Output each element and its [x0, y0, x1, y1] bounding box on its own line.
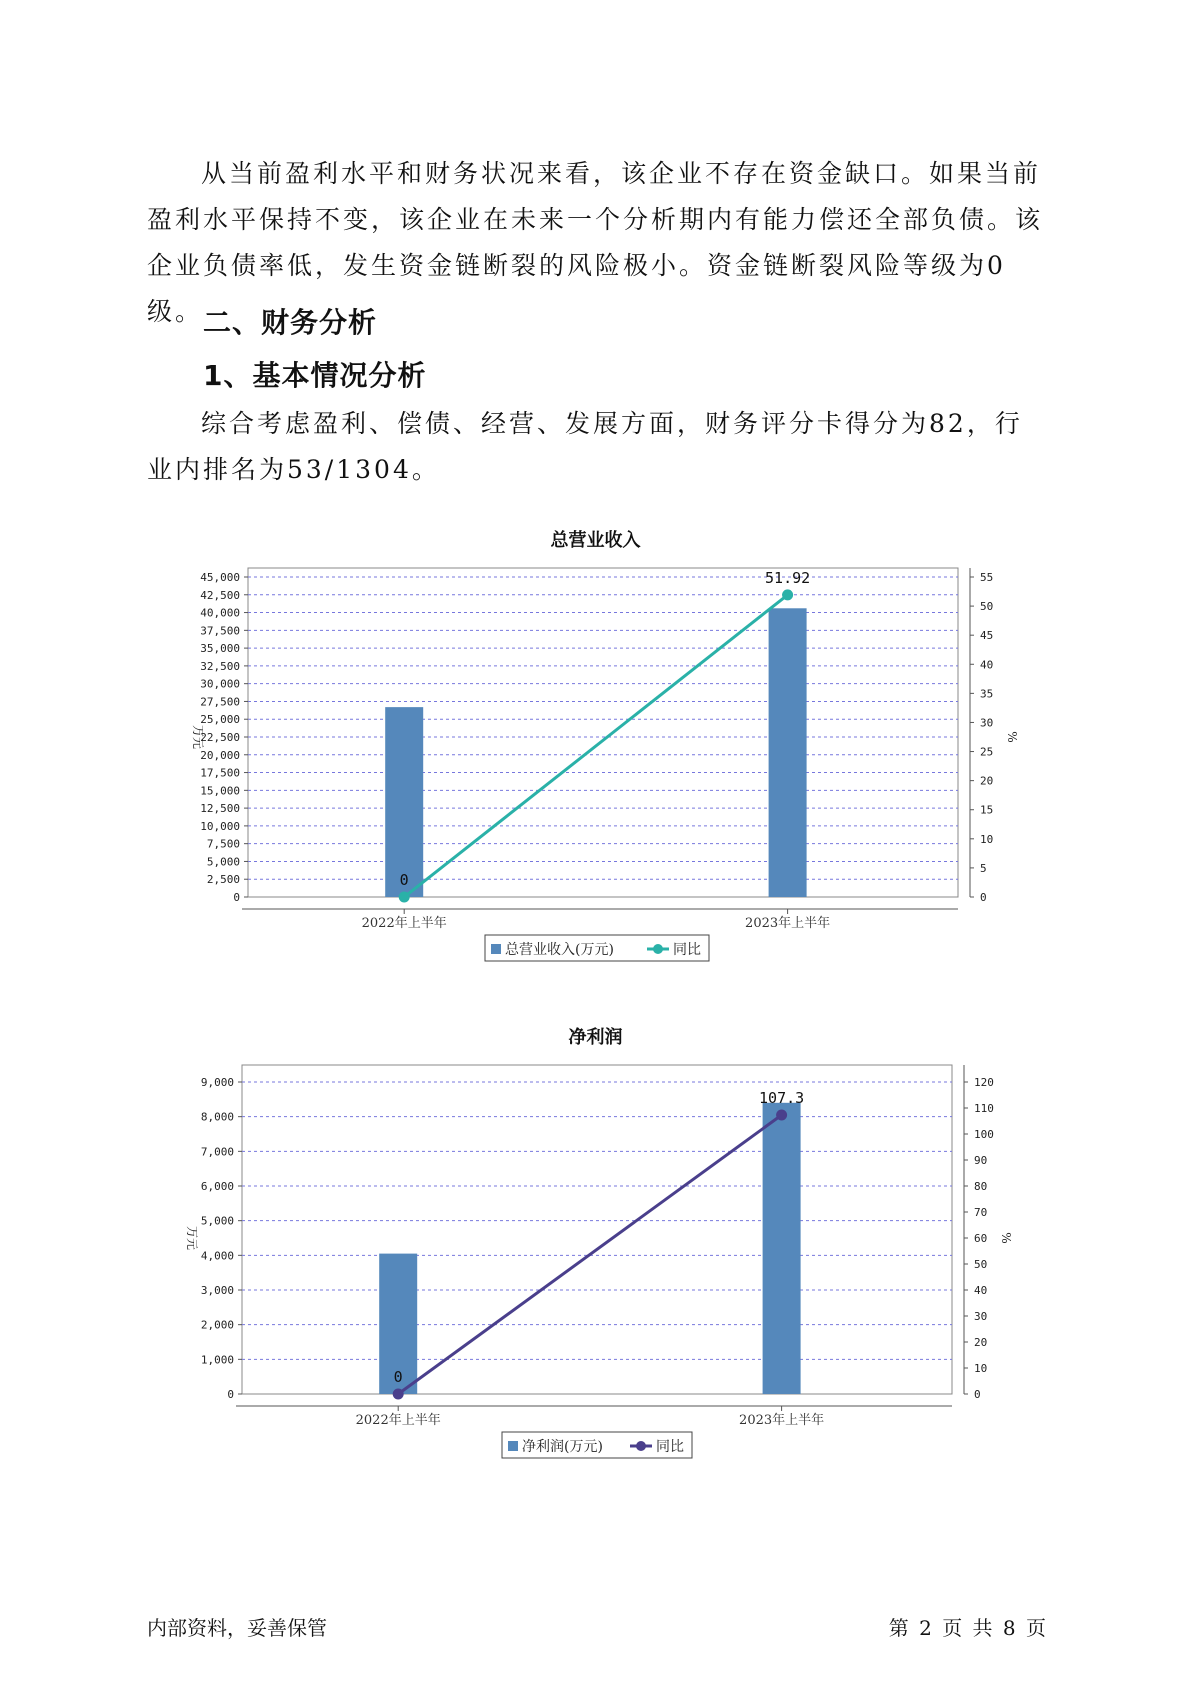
- y2-tick-label: 35: [980, 687, 994, 701]
- y2-tick-label: 40: [980, 658, 994, 672]
- y2-tick-label: 120: [974, 1076, 994, 1089]
- y-tick-label: 42,500: [200, 588, 240, 602]
- yoy-data-label: 107.3: [759, 1089, 805, 1108]
- y-tick-label: 22,500: [200, 731, 240, 744]
- y2-tick-label: 25: [980, 745, 994, 759]
- score-summary-paragraph: 综合考虑盈利、偿债、经营、发展方面，财务评分卡得分为82，行业内排名为53/1304。: [147, 409, 1023, 484]
- y2-tick-label: 90: [974, 1154, 988, 1167]
- y-tick-label: 20,000: [200, 748, 240, 762]
- y2-tick-label: 70: [974, 1206, 988, 1219]
- y-axis-title: 万元: [185, 1225, 199, 1251]
- y-tick-label: 2,000: [200, 1318, 234, 1332]
- subsection-heading-basic-analysis: 1、基本情况分析: [203, 359, 427, 392]
- x-tick-label: 2023年上半年: [739, 1413, 825, 1428]
- x-tick-label: 2022年上半年: [355, 1413, 441, 1428]
- yoy-data-label: 51.92: [765, 568, 811, 587]
- y-tick-label: 0: [227, 1388, 234, 1401]
- y2-tick-label: 55: [980, 571, 994, 584]
- legend-line-marker: [636, 1441, 646, 1451]
- y-tick-label: 4,000: [200, 1249, 234, 1263]
- y-tick-label: 30,000: [200, 677, 240, 691]
- legend-bar-label: 总营业收入(万元): [505, 942, 614, 958]
- y-tick-label: 32,500: [200, 659, 240, 673]
- y2-tick-label: 0: [980, 891, 987, 904]
- yoy-point-2: [776, 1110, 787, 1121]
- y2-tick-label: 10: [980, 832, 994, 846]
- y2-tick-label: 20: [974, 1336, 988, 1349]
- yoy-point-1: [393, 1389, 404, 1400]
- y2-axis-title: %: [999, 1232, 1013, 1244]
- y-tick-label: 7,000: [200, 1145, 234, 1159]
- y-tick-label: 45,000: [200, 571, 240, 584]
- yoy-data-label: 0: [399, 871, 409, 889]
- y-tick-label: 1,000: [200, 1353, 234, 1367]
- section-heading-financial-analysis: 二、财务分析: [203, 306, 378, 339]
- y2-tick-label: 50: [980, 600, 994, 614]
- risk-summary-paragraph: 从当前盈利水平和财务状况来看，该企业不存在资金缺口。如果当前盈利水平保持不变，该企业在未来一个分析期内有能力偿还全部负债。该企业负债率低，发生资金链断裂的风险极小。资金链断裂风险等级为0级。: [147, 159, 1044, 326]
- legend-line-label: 同比: [656, 1439, 684, 1455]
- y-tick-label: 10,000: [200, 819, 240, 833]
- y-tick-label: 9,000: [200, 1076, 234, 1089]
- y-tick-label: 40,000: [200, 606, 240, 620]
- bar-2: [763, 1103, 801, 1394]
- revenue-chart-title: 总营业收入: [550, 530, 641, 551]
- y-tick-label: 25,000: [200, 713, 240, 727]
- x-tick-label: 2023年上半年: [745, 916, 831, 931]
- y-tick-label: 8,000: [200, 1110, 234, 1124]
- page-number-footer: 第 2 页 共 8 页: [888, 1616, 1046, 1640]
- legend-line-marker: [653, 944, 663, 954]
- yoy-point-1: [399, 892, 410, 903]
- plot-area: [248, 568, 958, 897]
- y-tick-label: 12,500: [200, 802, 240, 816]
- y-tick-label: 0: [233, 891, 240, 904]
- y2-tick-label: 110: [974, 1102, 994, 1115]
- yoy-data-label: 0: [393, 1368, 403, 1386]
- bar-1: [385, 707, 423, 897]
- y-tick-label: 17,500: [200, 766, 240, 780]
- confidential-footer: 内部资料，妥善保管: [147, 1616, 327, 1640]
- bar-2: [769, 608, 807, 897]
- yoy-point-2: [782, 589, 793, 600]
- legend-bar-label: 净利润(万元): [522, 1439, 603, 1455]
- y2-tick-label: 60: [974, 1232, 988, 1245]
- y2-tick-label: 15: [980, 803, 994, 817]
- y2-tick-label: 10: [974, 1362, 988, 1375]
- legend-bar-swatch: [508, 1441, 518, 1451]
- y2-tick-label: 20: [980, 774, 994, 788]
- y2-tick-label: 80: [974, 1180, 988, 1193]
- y-tick-label: 2,500: [206, 873, 240, 887]
- y2-tick-label: 100: [974, 1128, 994, 1141]
- net-profit-chart: [0, 1047, 1191, 1477]
- plot-area: [242, 1065, 952, 1394]
- y-tick-label: 27,500: [200, 695, 240, 709]
- net-profit-chart-title: 净利润: [568, 1027, 623, 1048]
- revenue-chart: [0, 550, 1191, 980]
- x-tick-label: 2022年上半年: [361, 916, 447, 931]
- legend-line-label: 同比: [673, 942, 701, 958]
- y-tick-label: 5,000: [200, 1214, 234, 1228]
- y-tick-label: 37,500: [200, 624, 240, 638]
- y2-tick-label: 30: [980, 716, 994, 730]
- legend-bar-swatch: [491, 944, 501, 954]
- y2-tick-label: 30: [974, 1310, 988, 1323]
- y-tick-label: 15,000: [200, 784, 240, 798]
- y2-tick-label: 0: [974, 1388, 981, 1401]
- y-axis-title: 万元: [191, 724, 205, 750]
- y2-tick-label: 40: [974, 1284, 988, 1297]
- y2-tick-label: 50: [974, 1258, 988, 1271]
- y-tick-label: 6,000: [200, 1180, 234, 1193]
- y-tick-label: 3,000: [200, 1284, 234, 1297]
- y2-tick-label: 5: [980, 861, 987, 875]
- y-tick-label: 5,000: [206, 855, 240, 869]
- y2-axis-title: %: [1005, 731, 1019, 743]
- y-tick-label: 35,000: [200, 642, 240, 656]
- y2-tick-label: 45: [980, 629, 994, 643]
- y-tick-label: 7,500: [206, 837, 240, 851]
